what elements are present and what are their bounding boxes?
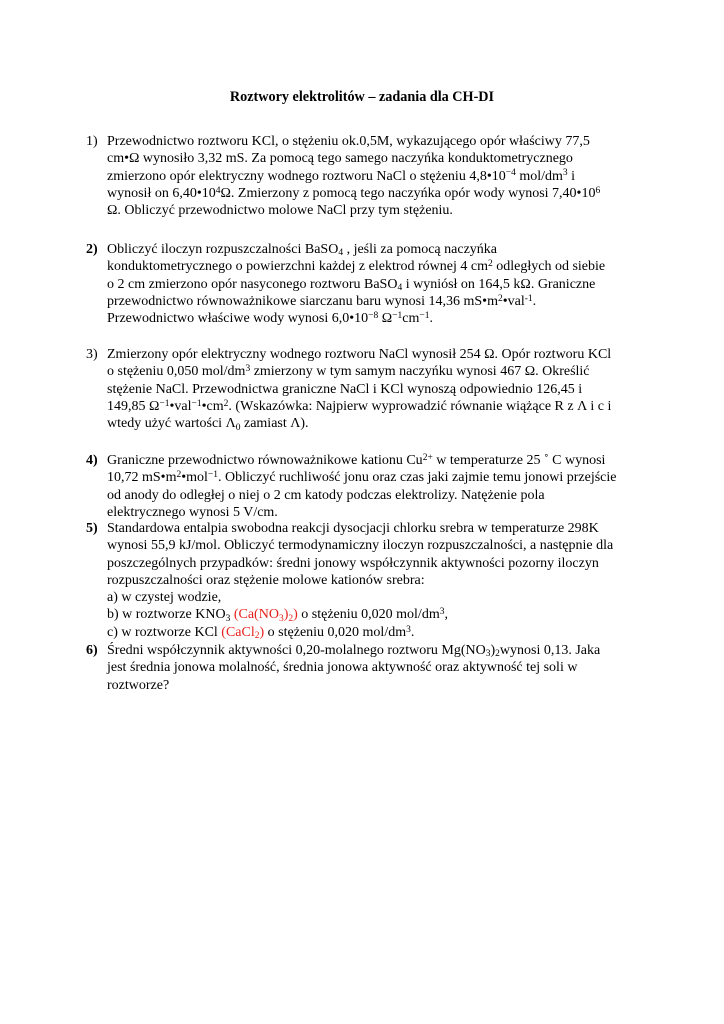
text-fragment: , [444, 607, 448, 623]
task-2 [86, 241, 646, 327]
text-fragment: , jeśli za pomocą naczyńka [343, 242, 497, 257]
text-fragment: •cm [201, 398, 224, 414]
task-line [107, 258, 646, 275]
text-fragment: wtedy użyć wartości Λ [107, 416, 236, 432]
task-body [107, 133, 646, 219]
text-fragment: . [532, 293, 537, 309]
text-fragment: 149,85 Ω [107, 398, 160, 414]
task-line: od anody do odległej o niej o 2 cm katody podczas elektrolizy. Natężenie pola [107, 487, 545, 503]
task-3 [86, 346, 646, 432]
task-line [107, 276, 646, 293]
task-line: cm•Ω wynosiło 3,32 mS. Za pomocą tego samego naczyńka konduktometrycznego [107, 151, 573, 167]
task-line: elektrycznego wynosi 5 V/cm. [107, 504, 278, 520]
text-fragment: (CaCl [221, 624, 255, 640]
task-body [107, 520, 646, 641]
task-line [107, 168, 646, 185]
task-line: Standardowa entalpia swobodna reakcji dysocjacji chlorku srebra w temperaturze 298K [107, 521, 599, 536]
text-fragment: b) w roztworze KNO [107, 607, 226, 623]
task-body [107, 241, 646, 327]
task-line: Zmierzony opór elektryczny wodnego roztworu NaCl wynosił 254 Ω. Opór roztworu KCl [107, 347, 612, 362]
text-fragment: Średni współczynnik aktywności 0,20-molalnego roztworu Mg(NO [107, 643, 486, 658]
text-fragment: 10,72 mS•m [107, 470, 177, 486]
superscript: 3 [562, 168, 568, 179]
text-fragment: wynosił on 6,40•10 [107, 185, 216, 201]
text-fragment: mol/dm [515, 168, 563, 184]
task-line: roztworze? [107, 677, 170, 693]
red-correction [234, 607, 298, 622]
task-line [107, 469, 646, 486]
superscript: −1 [191, 398, 202, 409]
superscript: 3 [439, 607, 445, 618]
text-fragment: Ω [378, 311, 393, 327]
text-fragment: przewodnictwo równoważnikowe siarczanu baru wynosi 14,36 mS•m [107, 293, 498, 309]
superscript: 3 [245, 364, 251, 375]
red-correction [221, 625, 264, 640]
superscript: 2+ [422, 452, 433, 463]
subscript: 2 [288, 613, 294, 624]
text-fragment: c) w roztworze KCl [107, 624, 222, 640]
subscript: 2 [254, 631, 260, 642]
superscript: 6 [595, 185, 601, 196]
task-line [107, 606, 646, 623]
superscript: 4 [215, 185, 221, 196]
subscript: 3 [278, 613, 284, 624]
text-fragment: o stężeniu 0,050 mol/dm [107, 364, 246, 380]
text-fragment: . [410, 624, 415, 640]
text-fragment: i wyniósł on 164,5 kΩ. Graniczne [402, 276, 596, 292]
task-line [107, 624, 646, 641]
task-line [107, 185, 646, 202]
page-title: Roztwory elektrolitów – zadania dla CH-DI [229, 89, 495, 105]
task-body [107, 642, 646, 694]
task-1 [86, 133, 646, 219]
text-fragment: wynosi 0,13. Jaka [499, 643, 601, 658]
task-body [107, 452, 646, 521]
text-fragment: ) [259, 624, 265, 640]
task-number: 1) [86, 134, 98, 149]
superscript: 2 [487, 259, 493, 270]
text-fragment: Ω. Zmierzony z pomocą tego naczyńka opór wody wynosi 7,40•10 [220, 185, 596, 201]
text-fragment: . Obliczyć ruchliwość jonu oraz czas jaki zajmie temu jonowi przejście [218, 470, 617, 486]
task-number: 3) [86, 347, 98, 362]
text-fragment: •mol [181, 470, 208, 486]
task-number: 2) [86, 242, 98, 257]
superscript: −1 [419, 310, 430, 321]
task-line [107, 293, 646, 310]
task-line: poszczególnych przypadków: średni jonowy współczynnik aktywności pozorny iloczyn [107, 555, 599, 571]
superscript: 2 [223, 398, 229, 409]
task-line: wynosi 55,9 kJ/mol. Obliczyć termodynamiczny iloczyn rozpuszczalności, a następnie dla [107, 538, 614, 554]
subscript: 4 [338, 248, 344, 259]
superscript: −8 [368, 310, 379, 321]
task-line [107, 310, 646, 327]
text-fragment: i [567, 168, 576, 184]
task-number: 5) [86, 521, 98, 536]
task-line: jest średnia jonowa molalność, średnia jonowa aktywność oraz aktywność tej soli w [107, 660, 578, 676]
task-line [107, 642, 646, 659]
text-fragment: •val [502, 293, 525, 309]
task-line [107, 452, 646, 469]
text-fragment: o 2 cm zmierzono opór nasyconego roztworu BaSO [107, 276, 398, 292]
text-fragment: o stężeniu 0,020 mol/dm [297, 607, 440, 623]
text-fragment: zmierzono opór elektryczny wodnego roztworu NaCl o stężeniu 4,8•10 [107, 168, 506, 184]
task-line [107, 241, 646, 258]
task-line: a) w czystej wodzie, [107, 590, 222, 606]
text-fragment: Przewodnictwo właściwe wody wynosi 6,0•10 [107, 311, 369, 327]
text-fragment: . (Wskazówka: Najpierw wyprowadzić równanie wiążące R z Λ i c i [228, 398, 612, 414]
text-fragment: konduktometrycznego o powierzchni każdej z elektrod równej 4 cm [107, 259, 488, 275]
superscript: 2 [497, 293, 503, 304]
task-line: stężenie NaCl. Przewodnictwa graniczne NaCl i KCl wynoszą odpowiednio 126,45 i [107, 381, 583, 397]
text-fragment: ) [283, 607, 289, 623]
text-fragment: o stężeniu 0,020 mol/dm [264, 624, 407, 640]
text-fragment: zmierzony w tym samym naczyńku wynosi 467 Ω. Określić [250, 364, 590, 380]
task-line [107, 398, 646, 415]
text-fragment: ) [293, 607, 298, 623]
subscript: 0 [235, 422, 241, 433]
text-fragment: w temperaturze 25 ˚ C wynosi [432, 453, 606, 468]
superscript: -1 [524, 293, 533, 304]
task-4 [86, 452, 646, 521]
text-fragment: •val [169, 398, 192, 414]
text-fragment: ) [490, 643, 496, 658]
text-fragment: Graniczne przewodnictwo równoważnikowe kationu Cu [107, 453, 423, 468]
superscript: −1 [159, 398, 170, 409]
task-line: Przewodnictwo roztworu KCl, o stężeniu ok.0,5M, wykazującego opór właściwy 77,5 [107, 134, 590, 149]
text-fragment: cm [402, 311, 420, 327]
superscript: 3 [406, 624, 411, 635]
text-fragment: (Ca(NO [233, 607, 279, 623]
superscript: −4 [505, 168, 516, 179]
task-line [107, 363, 646, 380]
superscript: −1 [207, 470, 219, 481]
text-fragment: zamiast Λ). [240, 416, 309, 432]
task-number: 4) [86, 453, 98, 468]
task-line [107, 415, 646, 432]
text-fragment: . [429, 311, 433, 327]
subscript: 4 [397, 282, 403, 293]
superscript: −1 [392, 310, 403, 321]
task-5 [86, 520, 646, 641]
subscript: 3 [485, 649, 491, 660]
text-fragment: odległych od siebie [492, 259, 606, 275]
text-fragment: Obliczyć iloczyn rozpuszczalności BaSO [107, 242, 339, 257]
subscript: 3 [225, 613, 231, 624]
task-number: 6) [86, 643, 98, 658]
task-line: Ω. Obliczyć przewodnictwo molowe NaCl przy tym stężeniu. [107, 203, 453, 219]
task-line: rozpuszczalności oraz stężenie molowe kationów srebra: [107, 572, 425, 588]
subscript: 2 [495, 649, 500, 660]
task-body [107, 346, 646, 432]
task-6 [86, 642, 646, 694]
superscript: 2 [176, 470, 182, 481]
